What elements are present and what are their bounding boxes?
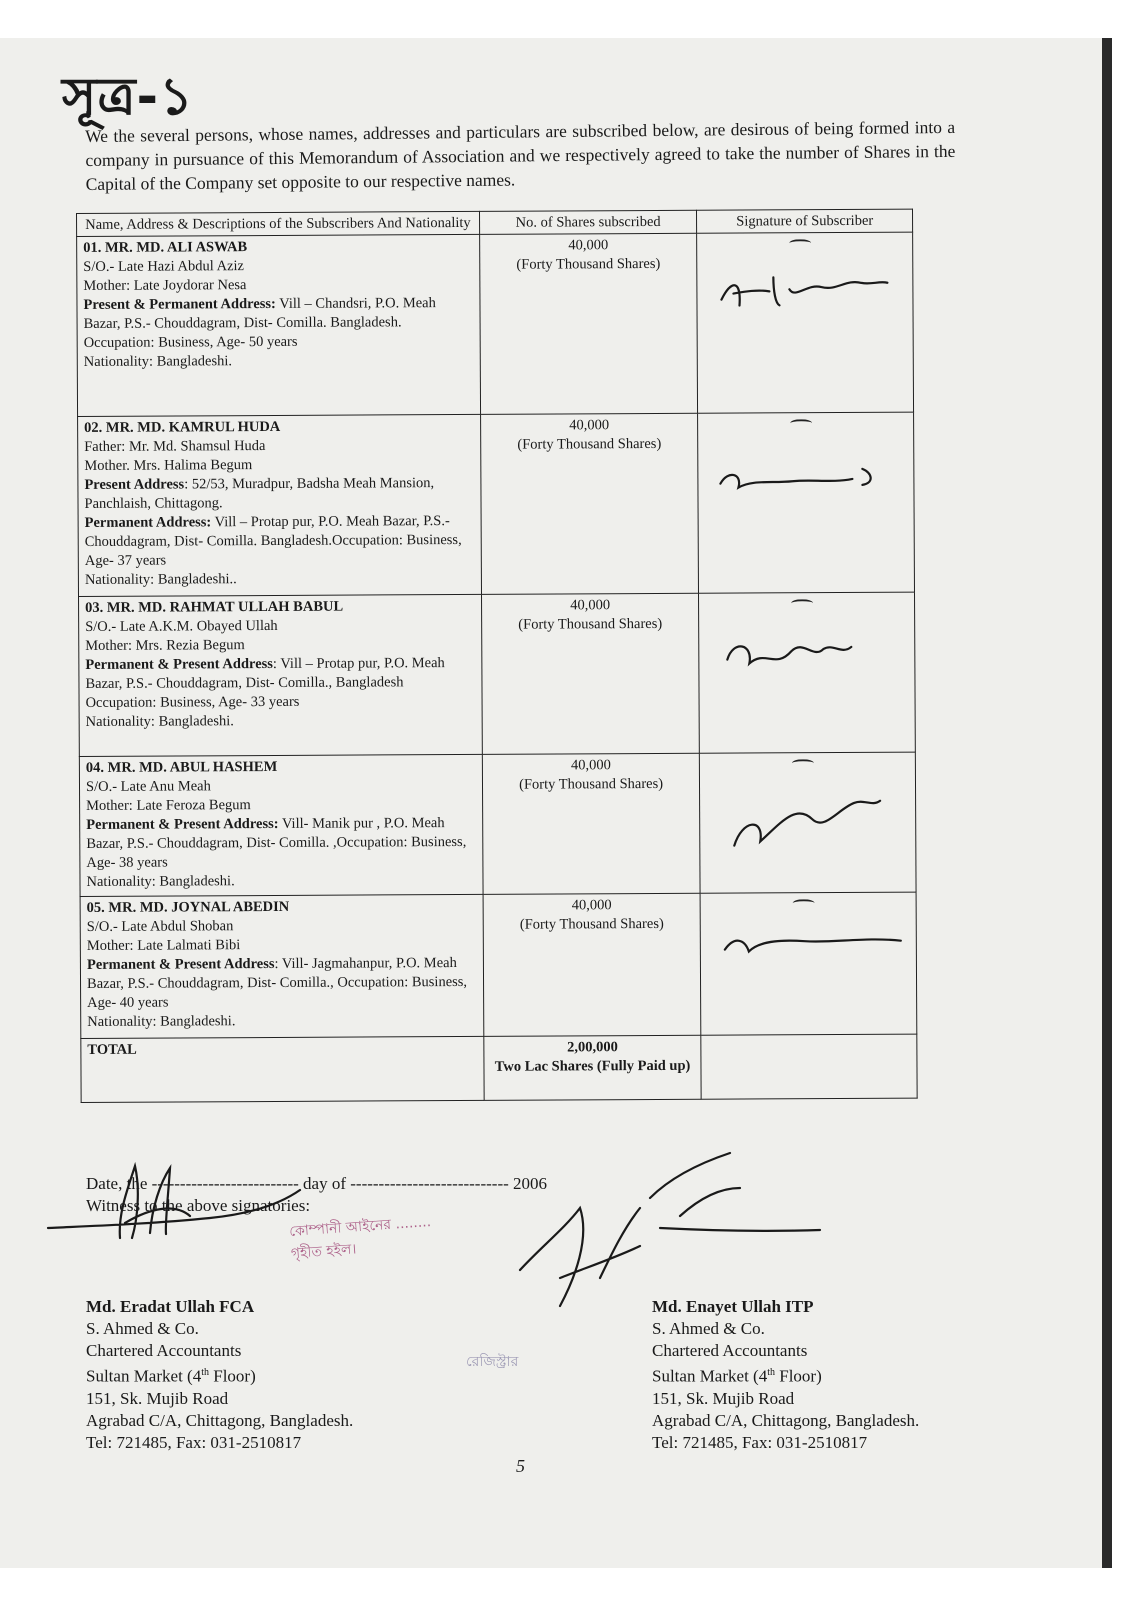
detail-label: Present & Permanent Address: — [83, 295, 276, 313]
shares-words: (Forty Thousand Shares) — [519, 775, 664, 793]
witness-signatures — [0, 38, 1100, 1538]
witness-line: Sultan Market (4th Floor) — [652, 1366, 822, 1386]
detail-text: Mother: Late Lalmati Bibi — [86, 937, 241, 954]
detail-text: Mother. Mrs. Halima Begum — [84, 457, 253, 474]
detail-text: S/O.- Late Hazi Abdul Aziz — [83, 258, 244, 275]
total-shares: 2,00,000 — [567, 1039, 618, 1056]
page-heading: সূত্র-১ — [62, 67, 194, 127]
header-shares-subscribed: No. of Shares subscribed — [479, 210, 697, 234]
detail-text: Nationality: Bangladeshi. — [85, 713, 234, 730]
detail-text: : Vill- Jagmahanpur, P.O. Meah Bazar, P.S.- Chouddagram, Dist- Comilla., Occupation: Business, Age- 40 years — [86, 955, 468, 1011]
subscriber-name: 04. MR. MD. ABUL HASHEM — [85, 758, 278, 776]
page-number: 5 — [516, 1456, 525, 1476]
detail-text: Nationality: Bangladeshi. — [86, 873, 235, 890]
witness-line: 151, Sk. Mujib Road — [652, 1388, 795, 1408]
detail-text: S/O.- Late Anu Meah — [85, 778, 211, 795]
date-line: Date, the -------------------------- day of ---------------------------- 2006 — [86, 1174, 548, 1193]
total-label: TOTAL — [81, 1036, 484, 1102]
witness-line: Agrabad C/A, Chittagong, Bangladesh. — [86, 1410, 354, 1430]
detail-text: S/O.- Late A.K.M. Obayed Ullah — [85, 617, 278, 635]
witness-line: 151, Sk. Mujib Road — [86, 1388, 229, 1408]
shares-number: 40,000 — [569, 417, 610, 434]
shares-number: 40,000 — [568, 237, 609, 254]
detail-label: Permanent & Present Address: — [86, 815, 279, 833]
witness-left-signature — [48, 1166, 300, 1238]
subscriber-name: 05. MR. MD. JOYNAL ABEDIN — [86, 898, 290, 916]
detail-text: Mother: Late Joydorar Nesa — [83, 277, 247, 294]
witness-line: S. Ahmed & Co. — [86, 1319, 199, 1338]
document-page — [0, 38, 1112, 1568]
detail-text: Vill- Manik pur , P.O. Meah Bazar, P.S.- Chouddagram, Dist- Comilla. ,Occupation: Business, Age- 38 years — [86, 815, 467, 871]
witness-line: S. Ahmed & Co. — [652, 1319, 765, 1338]
detail-text: Father: Mr. Md. Shamsul Huda — [84, 438, 266, 455]
detail-text: : Vill – Protap pur, P.O. Meah Bazar, P.S.- Chouddagram, Dist- Comilla., Bangladesh — [85, 655, 445, 692]
witness-line: Chartered Accountants — [652, 1341, 808, 1360]
witness-line: Tel: 721485, Fax: 031-2510817 — [86, 1432, 302, 1452]
witness-caption: Witness to the above signatories: — [86, 1196, 311, 1215]
shares-number: 40,000 — [571, 897, 612, 914]
stamp-line-2: গৃহীত হইল। — [290, 1241, 357, 1262]
witness-line: Chartered Accountants — [86, 1341, 242, 1360]
detail-text: Nationality: Bangladeshi. — [87, 1013, 236, 1030]
witness-name: Md. Enayet Ullah ITP — [652, 1297, 814, 1316]
detail-text: : 52/53, Muradpur, Badsha Meah Mansion, Panchlaish, Chittagong. — [84, 475, 435, 512]
detail-label: Present Address — [84, 476, 185, 493]
shares-words: (Forty Thousand Shares) — [517, 435, 662, 453]
intro-paragraph: We the several persons, whose names, addresses and particulars are subscribed below, are desirous of being formed into a company in pursuance of this Memorandum of Association and we respectively agreed to take the number of Shares in the Capital of the Company set opposite to our respective names. — [85, 116, 956, 194]
witness-line: Tel: 721485, Fax: 031-2510817 — [652, 1432, 868, 1452]
header-signature: Signature of Subscriber — [697, 209, 913, 233]
detail-text: Mother: Late Feroza Begum — [86, 797, 251, 814]
subscriber-name: 03. MR. MD. RAHMAT ULLAH BABUL — [85, 598, 344, 616]
detail-text: Vill – Protap pur, P.O. Meah Bazar, P.S.- Chouddagram, Dist- Comilla. Bangladesh.Occupation: Business, Age- 37 years — [84, 513, 462, 569]
stamp-line-1: কোম্পানী আইনের ........ — [288, 1214, 432, 1240]
detail-label: Permanent Address: — [84, 514, 212, 531]
detail-text: Mother: Mrs. Rezia Begum — [85, 637, 245, 654]
witness-line: Agrabad C/A, Chittagong, Bangladesh. — [652, 1410, 920, 1430]
shares-words: (Forty Thousand Shares) — [516, 255, 661, 273]
subscriber-name: 02. MR. MD. KAMRUL HUDA — [84, 418, 281, 436]
detail-text: Vill – Chandsri, P.O. Meah Bazar, P.S.- Chouddagram, Dist- Comilla. Bangladesh. — [83, 295, 436, 332]
registrar-stamp: রেজিস্ট্রার — [466, 1354, 519, 1370]
detail-text: Occupation: Business, Age- 50 years — [83, 333, 298, 351]
detail-text: Occupation: Business, Age- 33 years — [85, 693, 300, 711]
detail-text: S/O.- Late Abdul Shoban — [86, 918, 234, 935]
detail-label: Permanent & Present Address — [85, 655, 273, 673]
detail-label: Permanent & Present Address — [86, 955, 275, 973]
subscriber-name: 01. MR. MD. ALI ASWAB — [83, 239, 248, 256]
witness-right-signature — [520, 1153, 820, 1306]
witness-line: Sultan Market (4th Floor) — [86, 1366, 256, 1386]
shares-words: (Forty Thousand Shares) — [519, 915, 664, 933]
detail-text: Nationality: Bangladeshi. — [83, 353, 233, 370]
shares-words: (Forty Thousand Shares) — [518, 615, 663, 633]
shares-number: 40,000 — [570, 757, 611, 774]
total-shares-words: Two Lac Shares (Fully Paid up) — [494, 1057, 691, 1075]
detail-text: Nationality: Bangladeshi.. — [84, 571, 237, 588]
header-subscriber-details: Name, Address & Descriptions of the Subscribers And Nationality — [77, 211, 480, 236]
shares-number: 40,000 — [570, 597, 611, 614]
witness-name: Md. Eradat Ullah FCA — [86, 1297, 255, 1316]
